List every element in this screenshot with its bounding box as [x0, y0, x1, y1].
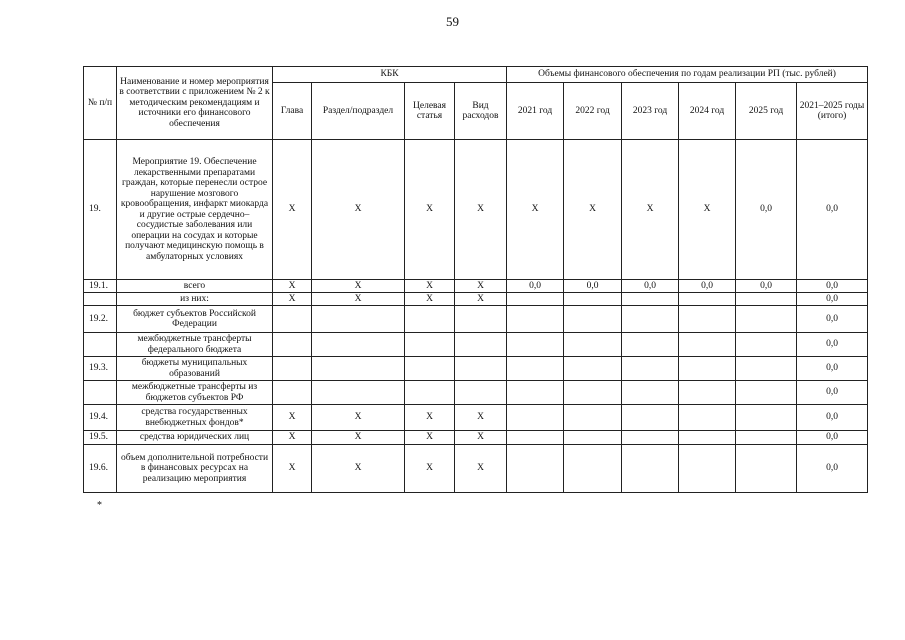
header-year-col: 2025 год — [736, 83, 797, 140]
table-cell: 0,0 — [679, 280, 736, 293]
table-cell — [564, 431, 622, 445]
table-cell — [679, 293, 736, 306]
table-cell — [273, 381, 312, 405]
table-cell — [405, 333, 455, 357]
table-cell: 0,0 — [797, 381, 868, 405]
table-cell — [736, 357, 797, 381]
funding-table — [83, 66, 868, 493]
header-year-col: 2022 год — [564, 83, 622, 140]
table-row — [84, 357, 868, 381]
table-cell: 0,0 — [622, 280, 679, 293]
table-cell — [736, 381, 797, 405]
table-cell — [679, 381, 736, 405]
row-number: 19. — [84, 140, 117, 280]
row-name: Мероприятие 19. Обеспечение лекарственными препаратами граждан, которые перенесли острое нарушение мозгового кровообращения, инфаркт миокарда и другие острые сердечно–сосудистые заболевания или операции на сосудах и которые получают медицинскую помощь в амбулаторных условиях — [117, 140, 273, 280]
table-row — [84, 306, 868, 333]
table-cell: X — [312, 280, 405, 293]
header-num: № п/п — [84, 67, 117, 140]
table-cell: X — [273, 431, 312, 445]
table-cell: 0,0 — [797, 431, 868, 445]
row-name: средства юридических лиц — [117, 431, 273, 445]
table-cell: X — [405, 445, 455, 493]
table-cell — [405, 306, 455, 333]
table-cell: X — [405, 431, 455, 445]
header-year-col: 2021 год — [507, 83, 564, 140]
footnote: * — [97, 500, 102, 511]
table-cell: X — [507, 140, 564, 280]
table-cell — [679, 357, 736, 381]
row-name: объем дополнительной потребности в финансовых ресурсах на реализацию мероприятия — [117, 445, 273, 493]
table-cell: X — [312, 405, 405, 431]
row-number — [84, 333, 117, 357]
header-name: Наименование и номер мероприятия в соответствии с приложением № 2 к методическим рекомендациям и источники его финансового обеспечения — [117, 67, 273, 140]
table-cell — [622, 306, 679, 333]
table-row — [84, 333, 868, 357]
table-cell: X — [312, 140, 405, 280]
row-number: 19.6. — [84, 445, 117, 493]
table-cell: X — [622, 140, 679, 280]
table-cell: X — [405, 405, 455, 431]
table-cell: X — [679, 140, 736, 280]
table-cell — [564, 293, 622, 306]
table-cell: X — [273, 140, 312, 280]
table-cell — [273, 333, 312, 357]
table-row — [84, 445, 868, 493]
table-row — [84, 431, 868, 445]
table-cell — [679, 431, 736, 445]
table-cell — [455, 357, 507, 381]
table-cell: X — [455, 431, 507, 445]
table-cell: X — [455, 293, 507, 306]
row-number — [84, 293, 117, 306]
header-kbk: КБК — [273, 67, 507, 83]
table-cell: 0,0 — [797, 357, 868, 381]
header-kbk-col: Раздел/подраздел — [312, 83, 405, 140]
table-cell: 0,0 — [797, 140, 868, 280]
table-cell: X — [455, 280, 507, 293]
table-cell — [622, 357, 679, 381]
table-cell — [507, 357, 564, 381]
row-number: 19.2. — [84, 306, 117, 333]
table-cell — [736, 333, 797, 357]
row-name: всего — [117, 280, 273, 293]
table-cell — [455, 381, 507, 405]
table-cell — [405, 357, 455, 381]
table-cell: X — [273, 293, 312, 306]
table-cell — [312, 306, 405, 333]
row-name: межбюджетные трансферты федерального бюджета — [117, 333, 273, 357]
table-row — [84, 280, 868, 293]
table-cell: 0,0 — [797, 445, 868, 493]
table-cell: 0,0 — [736, 140, 797, 280]
row-name: средства государственных внебюджетных фондов* — [117, 405, 273, 431]
table-cell — [507, 405, 564, 431]
table-cell — [622, 381, 679, 405]
table-cell — [736, 306, 797, 333]
header-kbk-col: Вид расходов — [455, 83, 507, 140]
header-kbk-col: Глава — [273, 83, 312, 140]
table-cell — [679, 405, 736, 431]
table-cell — [736, 405, 797, 431]
table-cell — [622, 293, 679, 306]
row-name: бюджеты муниципальных образований — [117, 357, 273, 381]
table-cell: 0,0 — [797, 306, 868, 333]
header-year-col: 2024 год — [679, 83, 736, 140]
table-cell: 0,0 — [797, 293, 868, 306]
page-number: 59 — [446, 14, 459, 29]
row-name: из них: — [117, 293, 273, 306]
table-cell: X — [564, 140, 622, 280]
table-cell — [679, 306, 736, 333]
table-cell — [564, 445, 622, 493]
table-cell — [564, 306, 622, 333]
table-row — [84, 381, 868, 405]
table-cell: X — [455, 445, 507, 493]
table-cell — [507, 293, 564, 306]
table-cell — [507, 431, 564, 445]
header-year-col: 2021–2025 годы (итого) — [797, 83, 868, 140]
table-cell — [455, 306, 507, 333]
row-number: 19.5. — [84, 431, 117, 445]
table-cell — [564, 381, 622, 405]
table-cell — [312, 357, 405, 381]
table-cell — [273, 306, 312, 333]
table-cell — [507, 445, 564, 493]
row-number: 19.1. — [84, 280, 117, 293]
table-cell: X — [273, 280, 312, 293]
table-cell — [622, 445, 679, 493]
table-cell — [507, 333, 564, 357]
table-cell — [736, 293, 797, 306]
table-row — [84, 293, 868, 306]
table-cell — [564, 405, 622, 431]
header-finance: Объемы финансового обеспечения по годам реализации РП (тыс. рублей) — [507, 67, 868, 83]
table-cell — [507, 306, 564, 333]
table-cell: X — [405, 280, 455, 293]
table-cell — [312, 381, 405, 405]
table-cell — [564, 333, 622, 357]
table-row — [84, 405, 868, 431]
table-cell: X — [312, 431, 405, 445]
table-cell — [622, 333, 679, 357]
row-number: 19.4. — [84, 405, 117, 431]
table-cell — [679, 333, 736, 357]
row-number: 19.3. — [84, 357, 117, 381]
table-cell — [273, 357, 312, 381]
header-kbk-col: Целевая статья — [405, 83, 455, 140]
table-cell: 0,0 — [797, 333, 868, 357]
table-cell — [564, 357, 622, 381]
table-cell: X — [455, 405, 507, 431]
table-cell: 0,0 — [797, 280, 868, 293]
table-cell — [312, 333, 405, 357]
row-number — [84, 381, 117, 405]
table-cell: X — [312, 445, 405, 493]
table-cell: 0,0 — [564, 280, 622, 293]
table-cell: X — [455, 140, 507, 280]
table-cell: X — [405, 140, 455, 280]
table-cell — [622, 405, 679, 431]
table-cell: X — [273, 445, 312, 493]
table-cell: 0,0 — [797, 405, 868, 431]
table-row — [84, 140, 868, 280]
table-cell: X — [312, 293, 405, 306]
header-year-col: 2023 год — [622, 83, 679, 140]
table-cell — [736, 445, 797, 493]
table-cell — [679, 445, 736, 493]
row-name: межбюджетные трансферты из бюджетов субъектов РФ — [117, 381, 273, 405]
table-cell: X — [405, 293, 455, 306]
table-cell — [405, 381, 455, 405]
table-cell — [736, 431, 797, 445]
table-cell: 0,0 — [736, 280, 797, 293]
table-cell — [622, 431, 679, 445]
table-cell: X — [273, 405, 312, 431]
row-name: бюджет субъектов Российской Федерации — [117, 306, 273, 333]
table-cell: 0,0 — [507, 280, 564, 293]
table-cell — [455, 333, 507, 357]
table-cell — [507, 381, 564, 405]
